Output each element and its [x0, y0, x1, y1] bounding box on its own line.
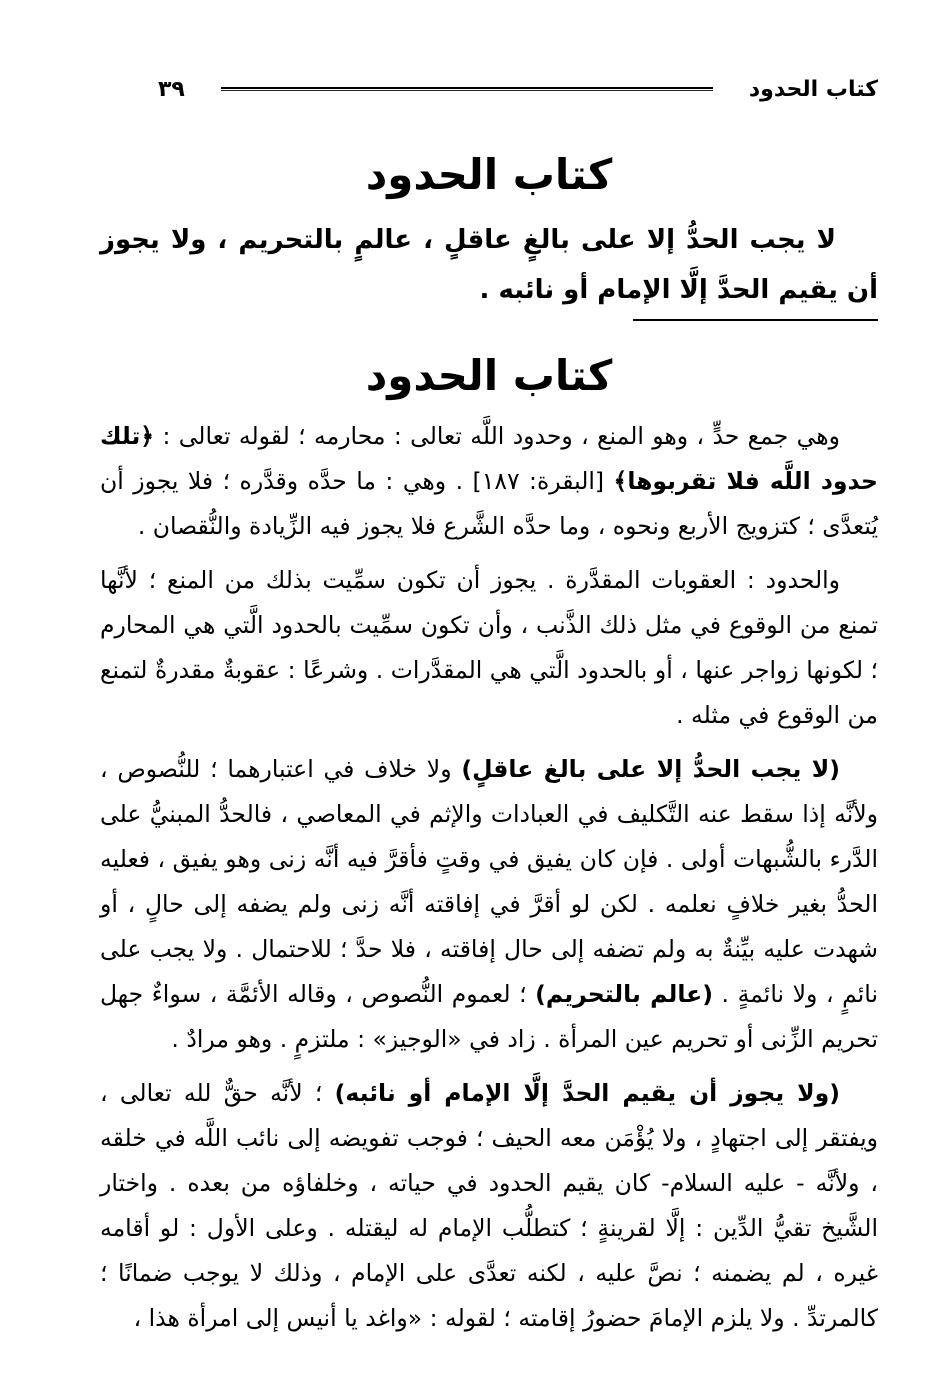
- text-segment: ؛ لأنَّه حقٌّ لله تعالى ، ويفتقر إلى اجتهادٍ ، ولا يُؤْمَن معه الحيف ؛ فوجب تفويضه إلى نائب اللَّه في خلقه ، ولأنَّه - عليه السلام- كان يقيم الحدود في حياته ، وخلفاؤه من بعده . واختار الشَّيخ تقيُّ الدِّين : إلَّا لقرينةٍ ؛ كتطلُّب الإمام له ليقتله . وعلى الأول : لو أقامه غيره ، لم يضمنه ؛ نصَّ عليه ، لكنه تعدَّى على الإمام ، وذلك لا يوجب ضمانًا ؛ كالمرتدِّ . ولا يلزم الإمامَ حضورُ إقامته ؛ لقوله : «واغد يا أنيس إلى امرأة هذا ،: [100, 1079, 878, 1332]
- commentary-paragraph: [100, 558, 878, 738]
- bold-phrase: (ولا يجوز أن يقيم الحدَّ إلَّا الإمام أو نائبه): [334, 1079, 840, 1107]
- matn-text: لا يجب الحدُّ إلا على بالغٍ عاقلٍ ، عالمٍ بالتحريم ، ولا يجوز أن يقيم الحدَّ إلَّا الإمام أو نائبه .: [100, 225, 878, 305]
- text-segment: ؛ لعموم النُّصوص ، وقاله الأئمَّة ، سواءٌ جهل تحريم الزِّنى أو تحريم عين المرأة . زاد في «الوجيز» : ملتزمٍ . وهو مرادٌ .: [100, 980, 878, 1053]
- bold-phrase: (عالم بالتحريم): [535, 980, 713, 1008]
- matn-separator-rule: [633, 319, 878, 321]
- header-rule: [221, 87, 713, 91]
- bold-phrase: ﴿تلك حدود اللَّه فلا تقربوها﴾: [100, 422, 878, 495]
- running-header-book-title: كتاب الحدود: [748, 76, 878, 102]
- page-number: ٣٩: [158, 76, 185, 102]
- chapter-title-commentary: كتاب الحدود: [365, 351, 613, 400]
- text-segment: وهي جمع حدٍّ ، وهو المنع ، وحدود اللَّه تعالى : محارمه ؛ لقوله تعالى :: [154, 422, 840, 450]
- chapter-title-main: كتاب الحدود: [365, 150, 613, 199]
- text-segment: ولا خلاف في اعتبارهما ؛ للنُّصوص ، ولأنَّه إذا سقط عنه التَّكليف في العبادات والإثم في المعاصي ، فالحدُّ المبنيُّ على الدَّرء بالشُّبهات أولى . فإن كان يفيق في وقتٍ فأقرَّ فيه أنَّه زنى وهو يفيق ، فعليه الحدُّ بغير خلافٍ نعلمه . لكن لو أقرَّ في إفاقته أنَّه زنى ولم يضفه إلى حالٍ ، أو شهدت عليه بيِّنةٌ به ولم تضفه إلى حال إفاقته ، فلا حدَّ ؛ للاحتمال . ولا يجب على نائمٍ ، ولا نائمةٍ .: [100, 755, 879, 1008]
- bold-phrase: (لا يجب الحدُّ إلا على بالغ عاقلٍ): [461, 755, 841, 783]
- text-segment: والحدود : العقوبات المقدَّرة . يجوز أن تكون سمِّيت بذلك من المنع ؛ لأنَّها تمنع من الوقوع في مثل ذلك الذَّنب ، وأن تكون سمِّيت بالحدود الَّتي هي المحارم ؛ لكونها زواجر عنها ، أو بالحدود الَّتي هي المقدَّرات . وشرعًا : عقوبةٌ مقدرةٌ لتمنع من الوقوع في مثله .: [100, 566, 878, 729]
- commentary-paragraph: [100, 747, 878, 1062]
- commentary-paragraph: [100, 414, 878, 549]
- commentary-paragraphs: [100, 414, 878, 1341]
- text-segment: [البقرة: ١٨٧] . وهي : ما حدَّه وقدَّره ؛ فلا يجوز أن يُتعدَّى ؛ كتزويج الأربع ونحوه ، وما حدَّه الشَّرع فلا يجوز فيه الزِّيادة والنُّقصان .: [100, 467, 878, 540]
- commentary-paragraph: [100, 1071, 878, 1341]
- running-header: [100, 72, 878, 106]
